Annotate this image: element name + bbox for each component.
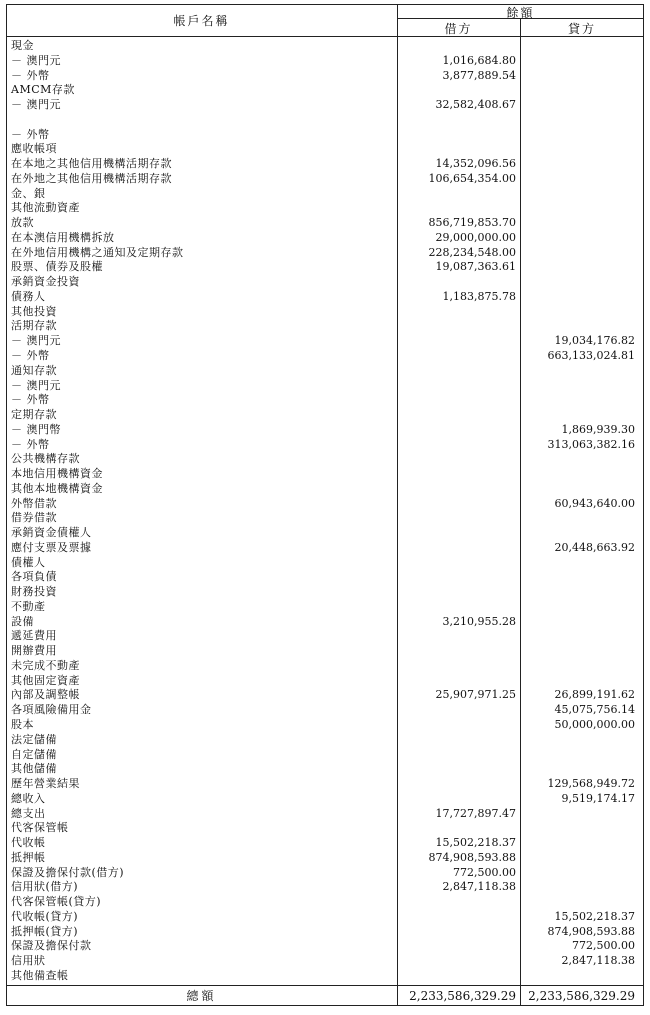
total-label: 總額 [186, 989, 217, 1003]
table-row [6, 953, 644, 969]
table-row [6, 879, 644, 895]
table-row [6, 481, 644, 497]
account-name: 其他備查帳 [11, 968, 69, 982]
account-name: 歷年營業結果 [11, 777, 80, 790]
table-row [6, 673, 644, 689]
table-row [6, 407, 644, 423]
table-row [6, 289, 644, 305]
account-name: 外幣借款 [11, 496, 57, 510]
table-row [6, 378, 644, 394]
debit-amount: 2,847,118.38 [442, 880, 516, 894]
debit-amount: 1,016,684.80 [442, 53, 516, 67]
table-row [6, 451, 644, 467]
account-name: 不動產 [11, 599, 46, 613]
credit-amount: 874,908,593.88 [547, 924, 635, 938]
table-row [6, 82, 644, 98]
table-row [6, 894, 644, 910]
debit-amount: 25,907,971.25 [435, 688, 516, 702]
credit-amount: 1,869,939.30 [561, 422, 635, 436]
table-row [6, 68, 644, 84]
table-row [6, 747, 644, 763]
account-name: 各項負債 [11, 570, 57, 584]
account-name: 借券借款 [11, 511, 57, 525]
credit-amount: 45,075,756.14 [554, 703, 635, 717]
account-name: － 外幣 [11, 68, 50, 82]
table-row [6, 717, 644, 733]
account-name: － 外幣 [11, 349, 50, 362]
table-row [6, 112, 644, 128]
account-name: 活期存款 [11, 319, 57, 333]
debit-amount: 32,582,408.67 [435, 98, 516, 111]
account-name: － 澳門幣 [11, 422, 61, 436]
table-row [6, 643, 644, 659]
debit-amount: 14,352,096.56 [435, 157, 516, 171]
account-name: － 澳門元 [11, 378, 61, 392]
table-row [6, 215, 644, 231]
account-name: 設備 [11, 614, 34, 628]
credit-amount: 9,519,174.17 [561, 791, 635, 805]
account-name: 各項風險備用金 [11, 703, 92, 717]
account-name: 法定儲備 [11, 732, 57, 746]
account-name: 通知存款 [11, 363, 57, 377]
account-name: 信用狀 [11, 954, 46, 968]
table-row [6, 555, 644, 571]
account-name: 債務人 [11, 289, 46, 303]
credit-amount: 50,000,000.00 [554, 718, 635, 731]
table-row [6, 820, 644, 836]
total-debit: 2,233,586,329.29 [409, 989, 516, 1003]
table-row [6, 141, 644, 157]
table-row [6, 245, 644, 261]
account-name: － 澳門元 [11, 53, 61, 67]
table-row [6, 171, 644, 187]
balance-header: 餘額 [506, 6, 535, 20]
table-row [6, 230, 644, 246]
table-row [6, 569, 644, 585]
credit-amount: 19,034,176.82 [554, 334, 635, 348]
table-row [6, 496, 644, 512]
table-row [6, 702, 644, 718]
account-name: 現金 [11, 39, 34, 52]
table-row [6, 38, 644, 54]
table-row [6, 628, 644, 644]
debit-amount: 106,654,354.00 [428, 171, 516, 185]
credit-amount: 26,899,191.62 [554, 688, 635, 702]
total-top-border [6, 985, 644, 986]
debit-amount: 3,877,889.54 [442, 68, 516, 82]
debit-amount: 228,234,548.00 [428, 245, 516, 259]
debit-amount: 3,210,955.28 [442, 614, 516, 628]
account-name: 總支出 [11, 806, 46, 820]
table-row [6, 732, 644, 748]
account-name: 保證及擔保付款 [11, 939, 92, 953]
debit-amount: 15,502,218.37 [435, 836, 516, 849]
balance-sheet-table [6, 4, 644, 1006]
account-name: － 外幣 [11, 393, 50, 407]
debit-header: 借方 [444, 22, 473, 36]
credit-header: 貸方 [567, 22, 596, 36]
table-row [6, 938, 644, 954]
table-row [6, 97, 644, 113]
account-name: 承銷資金投資 [11, 275, 80, 289]
account-name: 在外地信用機構之通知及定期存款 [11, 245, 184, 259]
credit-amount: 15,502,218.37 [554, 909, 635, 923]
account-name: 其他流動資產 [11, 201, 80, 215]
table-row [6, 274, 644, 290]
table-row [6, 525, 644, 541]
account-name: 放款 [11, 216, 34, 230]
table-row [6, 466, 644, 482]
table-row [6, 806, 644, 822]
table-row [6, 687, 644, 703]
table-bottom-border [6, 1005, 644, 1006]
account-name: 開辦費用 [11, 644, 57, 658]
account-name: 其他本地機構資金 [11, 481, 103, 495]
account-name: 其他投資 [11, 304, 57, 318]
account-name: － 外幣 [11, 127, 50, 141]
table-row [6, 776, 644, 792]
table-row [6, 599, 644, 615]
account-name: 定期存款 [11, 408, 57, 421]
account-name: 金、銀 [11, 186, 46, 200]
credit-amount: 772,500.00 [572, 939, 635, 953]
credit-amount: 313,063,382.16 [547, 437, 635, 451]
table-row [6, 865, 644, 881]
account-name: 遞延費用 [11, 629, 57, 643]
table-row [6, 333, 644, 349]
debit-amount: 1,183,875.78 [442, 289, 516, 303]
table-row [6, 584, 644, 600]
table-row [6, 348, 644, 364]
credit-amount: 20,448,663.92 [554, 540, 635, 554]
account-name: 總收入 [11, 791, 46, 805]
account-name: 信用狀(借方) [11, 880, 79, 894]
table-row [6, 318, 644, 334]
account-name: － 澳門元 [11, 98, 61, 111]
credit-amount: 2,847,118.38 [561, 954, 635, 968]
account-name: 其他固定資產 [11, 673, 80, 687]
account-name: 在本澳信用機構拆放 [11, 230, 115, 244]
table-row [6, 658, 644, 674]
account-name: 本地信用機構資金 [11, 467, 103, 480]
debit-amount: 17,727,897.47 [435, 806, 516, 820]
table-row [6, 540, 644, 556]
debit-amount: 874,908,593.88 [428, 850, 516, 864]
account-name: 股本 [11, 718, 34, 731]
table-row [6, 363, 644, 379]
total-credit: 2,233,586,329.29 [528, 989, 635, 1003]
account-name: － 外幣 [11, 437, 50, 451]
table-row [6, 437, 644, 453]
credit-amount: 663,133,024.81 [547, 349, 635, 362]
account-name: 其他儲備 [11, 762, 57, 776]
account-name: 代客保管帳(貸方) [11, 895, 102, 909]
credit-amount: 129,568,949.72 [547, 777, 635, 790]
account-name: 承銷資金債權人 [11, 526, 92, 540]
total-row [6, 987, 644, 1005]
table-row [6, 53, 644, 69]
account-name: 內部及調整帳 [11, 688, 80, 702]
table-row [6, 614, 644, 630]
table-row [6, 510, 644, 526]
table-row [6, 835, 644, 851]
account-name: 應付支票及票據 [11, 540, 92, 554]
table-row [6, 200, 644, 216]
table-row [6, 127, 644, 143]
account-name: 自定儲備 [11, 747, 57, 761]
table-row [6, 156, 644, 172]
table-row [6, 791, 644, 807]
table-row [6, 909, 644, 925]
table-row [6, 850, 644, 866]
account-name: 應收帳項 [11, 142, 57, 156]
table-row [6, 761, 644, 777]
account-name: 未完成不動產 [11, 658, 80, 672]
account-name-header: 帳戶名稱 [173, 14, 230, 28]
account-name: 代客保管帳 [11, 821, 69, 835]
debit-amount: 19,087,363.61 [435, 260, 516, 274]
account-name: 股票、債券及股權 [11, 260, 103, 274]
account-name: AMCM存款 [11, 83, 75, 97]
account-name: 債權人 [11, 555, 46, 569]
credit-amount: 60,943,640.00 [554, 496, 635, 510]
account-name: 抵押帳(貸方) [11, 924, 79, 938]
account-name: 代收帳(貸方) [11, 909, 79, 923]
account-name: 公共機構存款 [11, 452, 80, 466]
table-row [6, 924, 644, 940]
table-row [6, 422, 644, 438]
account-name: 抵押帳 [11, 850, 46, 864]
table-row [6, 968, 644, 984]
debit-amount: 856,719,853.70 [428, 216, 516, 230]
debit-amount: 772,500.00 [453, 865, 516, 879]
debit-amount: 29,000,000.00 [435, 230, 516, 244]
table-row [6, 259, 644, 275]
account-name: 保證及擔保付款(借方) [11, 865, 125, 879]
table-row [6, 186, 644, 202]
account-name: － 澳門元 [11, 334, 61, 348]
account-name: 代收帳 [11, 836, 46, 849]
table-row [6, 392, 644, 408]
account-name: 在外地之其他信用機構活期存款 [11, 171, 172, 185]
account-name: 在本地之其他信用機構活期存款 [11, 157, 172, 171]
account-name: 財務投資 [11, 585, 57, 599]
table-row [6, 304, 644, 320]
